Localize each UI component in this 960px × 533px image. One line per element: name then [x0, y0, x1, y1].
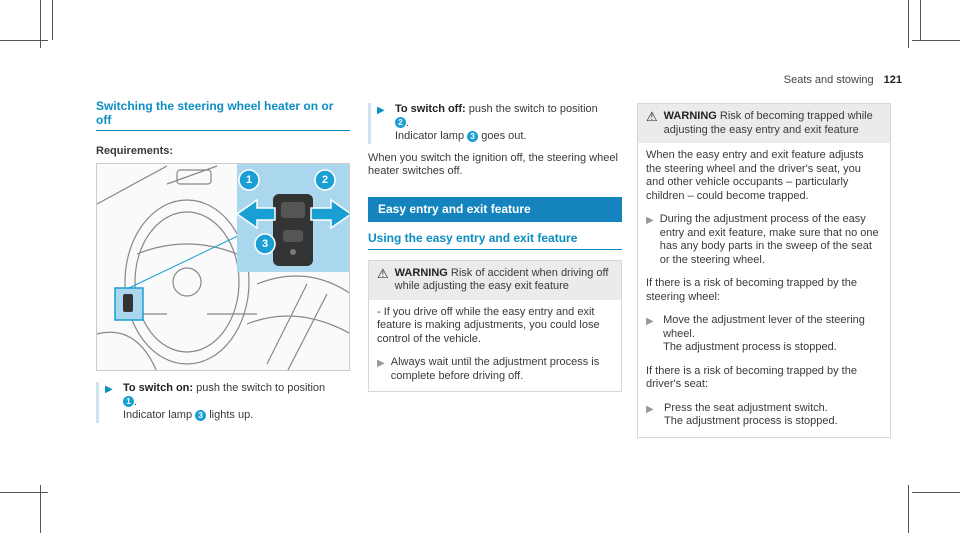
- section-banner: Easy entry and exit feature: [368, 197, 622, 223]
- crop-mark: [912, 492, 960, 493]
- warning-paragraph: When the easy entry and exit feature adjusts the steering wheel and the driver's seat, you and other vehicle occupants – particularly children – could become trapped.: [646, 149, 864, 202]
- warning-body-text: - If you drive off while the easy entry and exit feature is making adjustments, you could lose control of the vehicle.: [377, 305, 600, 345]
- lamp-badge: 3: [195, 410, 206, 421]
- warning-icon: ⚠: [646, 109, 658, 124]
- warning-paragraph: If there is a risk of becoming trapped by the steering wheel:: [646, 277, 857, 303]
- warning-step: [646, 213, 882, 267]
- warning-paragraph: If there is a risk of becoming trapped by the driver's seat:: [646, 364, 857, 390]
- requirements-label: Requirements:: [96, 145, 174, 157]
- arrow-icon: ▶: [646, 316, 654, 327]
- warning-step-result: The adjustment process is stopped.: [663, 341, 837, 353]
- steering-wheel-illustration: [96, 163, 350, 371]
- crop-mark: [912, 40, 960, 41]
- warning-step: [377, 356, 613, 383]
- column-3: [637, 103, 891, 438]
- warning-text: [664, 110, 882, 137]
- note-text: When you switch the ignition off, the steering wheel heater switches off.: [368, 151, 618, 177]
- step-tail: .: [134, 395, 138, 408]
- page-header: [784, 74, 902, 86]
- step-bar: [368, 103, 371, 144]
- step-text: push the switch to position: [465, 103, 598, 115]
- arrow-icon: ▶: [105, 384, 113, 395]
- warning-head-text: Risk of becoming trapped while adjusting the easy entry and exit feature: [663, 110, 873, 136]
- crop-mark: [52, 0, 53, 40]
- warning-step-text: Always wait until the adjustment process is complete before driving off.: [390, 356, 600, 382]
- step-body: [395, 103, 622, 144]
- position-badge: 2: [395, 117, 406, 128]
- warning-text: [395, 267, 613, 294]
- warning-step-body: [664, 402, 838, 429]
- section-name: Seats and stowing: [783, 74, 874, 86]
- step-tail: .: [406, 116, 410, 129]
- step-switch-off: [368, 103, 622, 144]
- warning-step: [646, 314, 882, 355]
- section-title: Switching the steering wheel heater on or off: [96, 100, 350, 131]
- position-badge: 1: [123, 396, 134, 407]
- step-bar: [96, 382, 99, 423]
- warning-step: [646, 402, 882, 429]
- callout-3: 3: [261, 238, 269, 250]
- lamp-text: Indicator lamp: [395, 130, 468, 142]
- warning-box: [637, 103, 891, 438]
- warning-label: WARNING: [663, 110, 717, 122]
- warning-step-body: [663, 314, 882, 355]
- cockpit-drawing: [97, 164, 350, 371]
- step-text: push the switch to position: [193, 382, 326, 394]
- warning-icon: ⚠: [377, 265, 389, 281]
- warning-head-text: Risk of accident when driving off while adjusting the easy exit feature: [394, 266, 609, 292]
- warning-header: [638, 104, 890, 143]
- lamp-text-end: lights up.: [206, 409, 254, 421]
- warning-box: [368, 260, 622, 393]
- callout-2: 2: [321, 174, 329, 186]
- warning-step-text: During the adjustment process of the easy entry and exit feature, make sure that no one has any body parts in the sweep of the seat or the steering wheel.: [659, 213, 879, 266]
- crop-mark: [920, 0, 921, 40]
- lamp-text: Indicator lamp: [123, 409, 196, 421]
- warning-step-text: Press the seat adjustment switch.: [664, 401, 828, 414]
- crop-mark: [0, 492, 48, 493]
- step-label: To switch off:: [395, 103, 466, 115]
- arrow-icon: ▶: [377, 358, 385, 369]
- warning-step-text: Move the adjustment lever of the steering wheel.: [663, 314, 865, 340]
- warning-body: [638, 143, 890, 437]
- callout-1: 1: [245, 174, 253, 186]
- arrow-icon: ▶: [646, 403, 654, 415]
- warning-step-result: The adjustment process is stopped.: [664, 415, 838, 427]
- lamp-text-end: goes out.: [478, 130, 527, 142]
- arrow-icon: ▶: [646, 215, 654, 226]
- lamp-badge: 3: [467, 131, 478, 142]
- column-2: [368, 103, 622, 392]
- crop-mark: [908, 0, 909, 48]
- step-switch-on: [96, 382, 350, 423]
- page-number: 121: [883, 74, 902, 86]
- sub-title: Using the easy entry and exit feature: [368, 232, 622, 250]
- arrow-icon: ▶: [377, 105, 385, 116]
- crop-mark: [0, 40, 48, 41]
- step-block: [96, 382, 350, 423]
- step-label: To switch on:: [123, 382, 194, 394]
- warning-label: WARNING: [394, 266, 448, 279]
- step-body: [123, 382, 350, 423]
- crop-mark: [908, 485, 909, 533]
- warning-header: [369, 261, 621, 300]
- warning-body: [369, 300, 621, 392]
